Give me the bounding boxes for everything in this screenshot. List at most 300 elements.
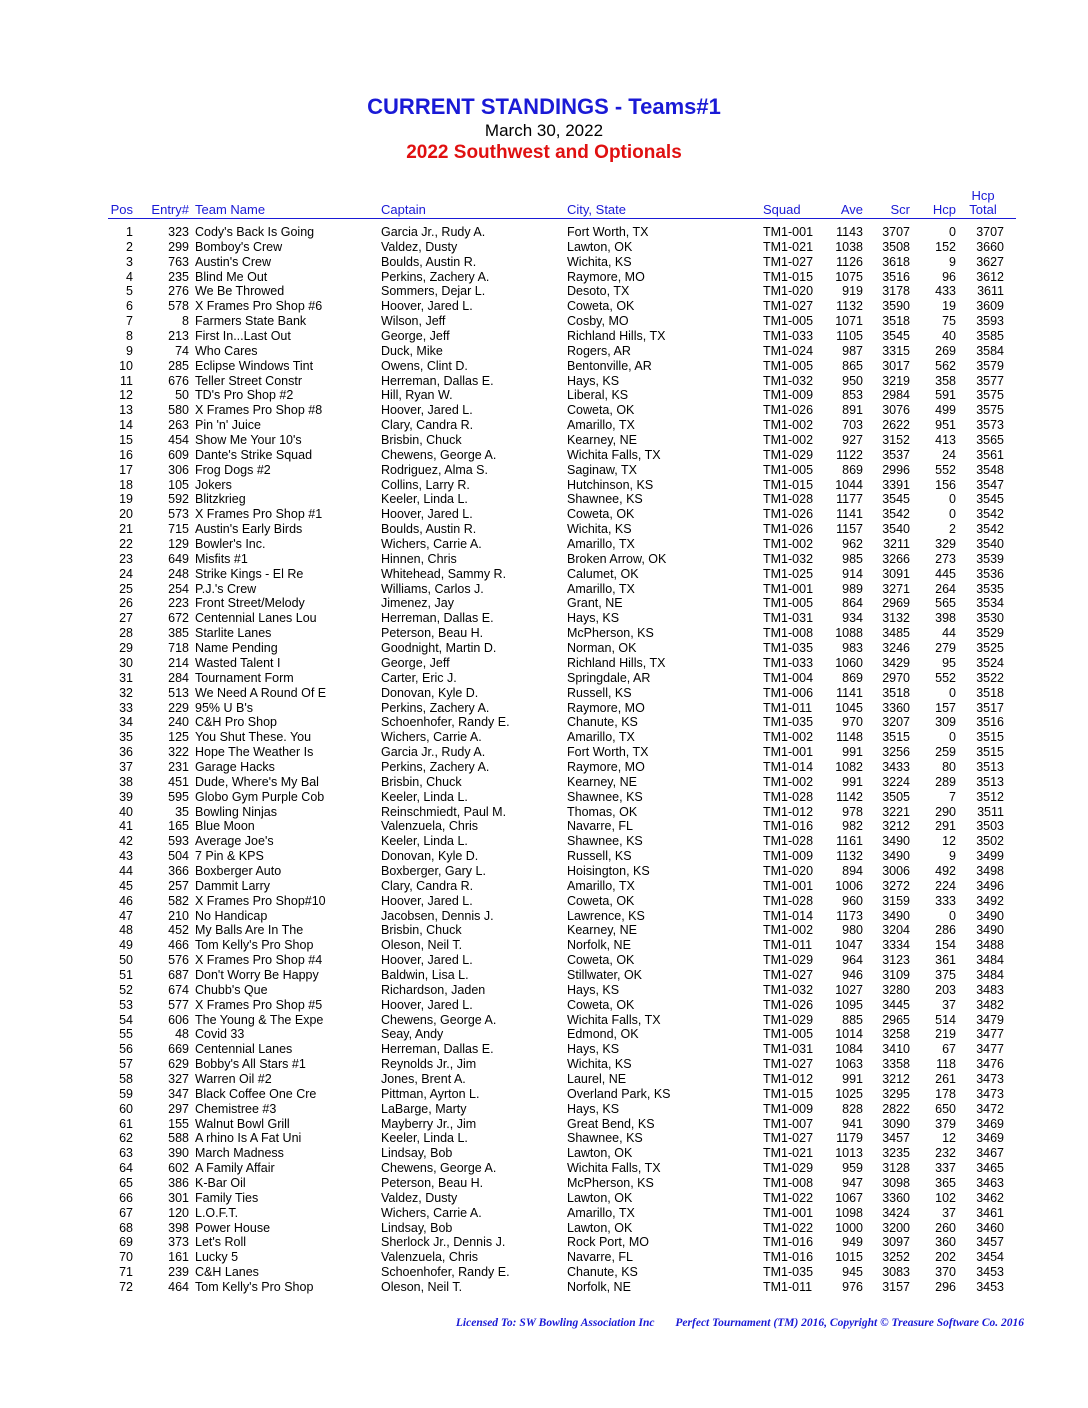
table-row xyxy=(0,715,1088,730)
cell-scr: 3537 xyxy=(882,447,910,462)
cell-entry: 629 xyxy=(168,1057,189,1072)
cell-ave: 885 xyxy=(842,1012,863,1027)
cell-city-state: Shawnee, KS xyxy=(567,789,643,804)
cell-city-state: Great Bend, KS xyxy=(567,1116,655,1131)
table-row xyxy=(0,492,1088,507)
cell-captain: Perkins, Zachery A. xyxy=(381,700,490,715)
cell-pos: 2 xyxy=(126,239,133,254)
cell-team-name: Centennial Lanes xyxy=(195,1042,293,1057)
cell-scr: 3518 xyxy=(882,685,910,700)
cell-entry: 214 xyxy=(168,655,189,670)
cell-hcp-total: 3579 xyxy=(976,358,1004,373)
table-row xyxy=(0,983,1088,998)
table-row xyxy=(0,344,1088,359)
cell-ave: 1045 xyxy=(835,700,863,715)
cell-city-state: McPherson, KS xyxy=(567,1176,654,1190)
cell-pos: 67 xyxy=(119,1205,133,1220)
cell-hcp: 264 xyxy=(935,581,956,596)
cell-squad: TM1-002 xyxy=(763,774,814,789)
cell-team-name: Bobby's All Stars #1 xyxy=(195,1057,306,1072)
cell-ave: 1067 xyxy=(835,1190,863,1205)
cell-hcp: 40 xyxy=(942,329,956,344)
cell-scr: 3505 xyxy=(882,789,910,804)
cell-captain: Jacobsen, Dennis J. xyxy=(381,908,494,923)
cell-pos: 31 xyxy=(119,670,133,685)
cell-ave: 865 xyxy=(842,358,863,373)
cell-pos: 30 xyxy=(119,655,133,670)
cell-team-name: My Balls Are In The xyxy=(195,923,304,938)
cell-scr: 3266 xyxy=(882,551,910,566)
cell-hcp: 445 xyxy=(935,566,956,581)
cell-captain: Oleson, Neil T. xyxy=(381,938,463,953)
cell-entry: 763 xyxy=(168,254,189,269)
cell-hcp: 375 xyxy=(935,967,956,982)
cell-city-state: Amarillo, TX xyxy=(567,1205,635,1220)
table-row xyxy=(0,938,1088,953)
cell-hcp-total: 3511 xyxy=(977,804,1004,819)
cell-team-name: Dammit Larry xyxy=(195,878,271,893)
cell-city-state: Coweta, OK xyxy=(567,997,635,1012)
cell-city-state: Coweta, OK xyxy=(567,953,635,968)
cell-entry: 35 xyxy=(175,804,189,819)
table-row xyxy=(0,1072,1088,1087)
cell-pos: 57 xyxy=(119,1057,133,1072)
cell-city-state: Raymore, MO xyxy=(567,700,645,715)
cell-team-name: Farmers State Bank xyxy=(195,314,307,329)
cell-captain: Sommers, Dejar L. xyxy=(381,284,486,299)
table-row xyxy=(0,478,1088,493)
cell-squad: TM1-027 xyxy=(763,254,814,269)
cell-entry: 323 xyxy=(168,225,189,239)
cell-entry: 223 xyxy=(168,596,189,611)
cell-city-state: Lawton, OK xyxy=(567,1190,633,1205)
cell-hcp-total: 3482 xyxy=(976,997,1004,1012)
table-row xyxy=(0,359,1088,374)
cell-scr: 3391 xyxy=(882,477,910,492)
cell-ave: 891 xyxy=(842,403,863,418)
cell-hcp-total: 3490 xyxy=(976,923,1004,938)
cell-team-name: First In...Last Out xyxy=(195,329,291,344)
cell-entry: 125 xyxy=(168,730,189,745)
cell-scr: 3490 xyxy=(882,834,910,849)
table-row xyxy=(0,314,1088,329)
cell-entry: 582 xyxy=(168,893,189,908)
cell-captain: Hoover, Jared L. xyxy=(381,507,473,522)
cell-squad: TM1-016 xyxy=(763,819,814,834)
cell-squad: TM1-024 xyxy=(763,343,814,358)
cell-captain: Peterson, Beau H. xyxy=(381,1176,484,1190)
cell-captain: Perkins, Zachery A. xyxy=(381,269,490,284)
cell-hcp-total: 3484 xyxy=(976,967,1004,982)
cell-city-state: Rock Port, MO xyxy=(567,1235,649,1250)
cell-ave: 1027 xyxy=(835,982,863,997)
cell-pos: 34 xyxy=(119,715,133,730)
cell-scr: 3200 xyxy=(882,1220,910,1235)
cell-hcp-total: 3540 xyxy=(976,537,1004,552)
cell-hcp: 259 xyxy=(935,745,956,760)
cell-entry: 464 xyxy=(168,1280,189,1295)
cell-scr: 2984 xyxy=(882,388,910,403)
cell-captain: Wichers, Carrie A. xyxy=(381,730,482,745)
cell-team-name: Power House xyxy=(195,1220,271,1235)
cell-pos: 10 xyxy=(119,358,133,373)
cell-hcp: 19 xyxy=(942,299,956,314)
cell-city-state: Fort Worth, TX xyxy=(567,225,649,239)
cell-squad: TM1-012 xyxy=(763,804,814,819)
cell-scr: 3490 xyxy=(882,849,910,864)
cell-entry: 285 xyxy=(168,358,189,373)
cell-team-name: Don't Worry Be Happy xyxy=(195,967,319,982)
cell-ave: 1095 xyxy=(835,997,863,1012)
cell-hcp: 12 xyxy=(942,1131,956,1146)
cell-team-name: Walnut Bowl Grill xyxy=(195,1116,290,1131)
cell-ave: 1179 xyxy=(836,1131,863,1146)
cell-squad: TM1-021 xyxy=(763,1146,814,1161)
cell-city-state: Coweta, OK xyxy=(567,893,635,908)
cell-hcp: 2 xyxy=(949,522,956,537)
cell-hcp-total: 3503 xyxy=(976,819,1004,834)
cell-ave: 1044 xyxy=(835,477,863,492)
cell-squad: TM1-033 xyxy=(763,329,814,344)
cell-hcp-total: 3490 xyxy=(976,908,1004,923)
cell-captain: Hill, Ryan W. xyxy=(381,388,453,403)
col-total-header-bottom: Total xyxy=(969,202,997,217)
cell-hcp-total: 3463 xyxy=(976,1176,1004,1190)
cell-captain: Lindsay, Bob xyxy=(381,1220,453,1235)
cell-captain: Herreman, Dallas E. xyxy=(381,1042,494,1057)
cell-captain: Keeler, Linda L. xyxy=(381,492,468,507)
cell-captain: Hoover, Jared L. xyxy=(381,953,473,968)
table-row xyxy=(0,879,1088,894)
cell-pos: 46 xyxy=(119,893,133,908)
cell-ave: 991 xyxy=(842,745,863,760)
cell-captain: Sherlock Jr., Dennis J. xyxy=(381,1235,506,1250)
cell-squad: TM1-009 xyxy=(763,849,814,864)
cell-hcp-total: 3498 xyxy=(976,863,1004,878)
cell-team-name: Dude, Where's My Bal xyxy=(195,774,319,789)
cell-hcp-total: 3517 xyxy=(976,700,1004,715)
cell-scr: 3280 xyxy=(882,982,910,997)
cell-hcp: 360 xyxy=(935,1235,956,1250)
cell-team-name: Let's Roll xyxy=(195,1235,247,1250)
cell-ave: 1013 xyxy=(835,1146,863,1161)
cell-entry: 576 xyxy=(168,953,189,968)
cell-hcp-total: 3513 xyxy=(976,759,1004,774)
cell-hcp-total: 3516 xyxy=(976,715,1004,730)
cell-city-state: Amarillo, TX xyxy=(567,581,635,596)
cell-scr: 3211 xyxy=(883,537,910,552)
cell-hcp-total: 3584 xyxy=(976,343,1004,358)
cell-hcp-total: 3611 xyxy=(977,284,1004,299)
cell-ave: 962 xyxy=(842,537,863,552)
cell-pos: 65 xyxy=(119,1176,133,1190)
cell-scr: 3424 xyxy=(882,1205,910,1220)
cell-scr: 3252 xyxy=(882,1250,910,1265)
cell-hcp: 309 xyxy=(935,715,956,730)
cell-hcp-total: 3473 xyxy=(976,1071,1004,1086)
cell-scr: 3707 xyxy=(882,225,910,239)
cell-squad: TM1-031 xyxy=(763,611,814,626)
table-row xyxy=(0,255,1088,270)
cell-captain: Reinschmiedt, Paul M. xyxy=(381,804,507,819)
cell-squad: TM1-008 xyxy=(763,626,814,641)
cell-team-name: You Shut These. You xyxy=(195,730,312,745)
cell-entry: 718 xyxy=(168,641,189,656)
cell-team-name: Bomboy's Crew xyxy=(195,239,283,254)
cell-ave: 1084 xyxy=(835,1042,863,1057)
table-row xyxy=(0,864,1088,879)
cell-scr: 3545 xyxy=(882,492,910,507)
table-row xyxy=(0,760,1088,775)
cell-city-state: Hays, KS xyxy=(567,611,620,626)
cell-city-state: Hoisington, KS xyxy=(567,863,650,878)
cell-city-state: Wichita Falls, TX xyxy=(567,1161,661,1176)
cell-city-state: Coweta, OK xyxy=(567,299,635,314)
cell-scr: 3542 xyxy=(882,507,910,522)
cell-hcp-total: 3492 xyxy=(976,893,1004,908)
cell-hcp-total: 3707 xyxy=(976,225,1004,239)
cell-hcp-total: 3483 xyxy=(976,982,1004,997)
cell-captain: Boxberger, Gary L. xyxy=(381,863,486,878)
cell-ave: 1063 xyxy=(835,1057,863,1072)
cell-hcp: 0 xyxy=(949,730,956,745)
cell-captain: Owens, Clint D. xyxy=(381,358,468,373)
cell-pos: 52 xyxy=(119,982,133,997)
cell-squad: TM1-027 xyxy=(763,1057,814,1072)
cell-captain: Jimenez, Jay xyxy=(381,596,454,611)
table-row xyxy=(0,240,1088,255)
cell-pos: 18 xyxy=(119,477,133,492)
cell-ave: 1082 xyxy=(835,759,863,774)
table-row xyxy=(0,1013,1088,1028)
cell-captain: Herreman, Dallas E. xyxy=(381,373,494,388)
cell-team-name: Misfits #1 xyxy=(195,551,248,566)
cell-hcp: 178 xyxy=(935,1086,956,1101)
cell-squad: TM1-022 xyxy=(763,1220,814,1235)
cell-pos: 22 xyxy=(119,537,133,552)
cell-hcp-total: 3461 xyxy=(976,1205,1004,1220)
cell-hcp-total: 3502 xyxy=(976,834,1004,849)
table-row xyxy=(0,1176,1088,1191)
cell-entry: 674 xyxy=(168,982,189,997)
cell-ave: 1025 xyxy=(835,1086,863,1101)
cell-ave: 960 xyxy=(842,893,863,908)
cell-captain: Schoenhofer, Randy E. xyxy=(381,1265,510,1280)
cell-city-state: Norman, OK xyxy=(567,641,637,656)
cell-entry: 299 xyxy=(168,239,189,254)
cell-captain: Schoenhofer, Randy E. xyxy=(381,715,510,730)
cell-team-name: March Madness xyxy=(195,1146,284,1161)
cell-scr: 3212 xyxy=(882,1071,910,1086)
cell-city-state: Liberal, KS xyxy=(567,388,629,403)
cell-squad: TM1-002 xyxy=(763,433,814,448)
cell-ave: 987 xyxy=(842,343,863,358)
cell-ave: 1132 xyxy=(836,299,863,314)
cell-pos: 24 xyxy=(119,566,133,581)
cell-hcp: 0 xyxy=(949,908,956,923)
table-row xyxy=(0,403,1088,418)
cell-city-state: Fort Worth, TX xyxy=(567,745,649,760)
cell-hcp: 562 xyxy=(935,358,956,373)
cell-team-name: Tom Kelly's Pro Shop xyxy=(195,1280,314,1295)
cell-team-name: 95% U B's xyxy=(195,700,253,715)
cell-hcp: 591 xyxy=(935,388,956,403)
cell-city-state: Wichita Falls, TX xyxy=(567,447,661,462)
cell-hcp-total: 3453 xyxy=(976,1280,1004,1295)
cell-hcp: 290 xyxy=(935,804,956,819)
cell-hcp: 0 xyxy=(949,492,956,507)
cell-squad: TM1-035 xyxy=(763,1265,814,1280)
cell-team-name: Bowling Ninjas xyxy=(195,804,277,819)
cell-ave: 1157 xyxy=(836,522,863,537)
cell-hcp-total: 3627 xyxy=(976,254,1004,269)
cell-team-name: Average Joe's xyxy=(195,834,274,849)
cell-captain: LaBarge, Marty xyxy=(381,1101,467,1116)
cell-captain: Boulds, Austin R. xyxy=(381,522,477,537)
cell-entry: 284 xyxy=(168,670,189,685)
cell-pos: 14 xyxy=(119,418,133,433)
cell-captain: Mayberry Jr., Jim xyxy=(381,1116,477,1131)
cell-hcp-total: 3454 xyxy=(976,1250,1004,1265)
cell-scr: 2965 xyxy=(882,1012,910,1027)
cell-hcp-total: 3565 xyxy=(976,433,1004,448)
cell-team-name: Austin's Crew xyxy=(195,254,272,269)
cell-squad: TM1-006 xyxy=(763,685,814,700)
cell-captain: Brisbin, Chuck xyxy=(381,774,462,789)
cell-hcp: 379 xyxy=(935,1116,956,1131)
cell-ave: 914 xyxy=(842,566,863,581)
cell-entry: 649 xyxy=(168,551,189,566)
cell-city-state: Hays, KS xyxy=(567,982,620,997)
cell-team-name: Garage Hacks xyxy=(195,759,275,774)
cell-squad: TM1-021 xyxy=(763,239,814,254)
cell-hcp: 67 xyxy=(942,1042,956,1057)
cell-hcp: 333 xyxy=(935,893,956,908)
cell-pos: 29 xyxy=(119,641,133,656)
cell-hcp: 24 xyxy=(942,447,956,462)
cell-city-state: Cosby, MO xyxy=(567,314,629,329)
cell-team-name: Eclipse Windows Tint xyxy=(195,358,314,373)
cell-hcp: 44 xyxy=(942,626,956,641)
cell-entry: 595 xyxy=(168,789,189,804)
cell-squad: TM1-032 xyxy=(763,982,814,997)
cell-hcp: 552 xyxy=(935,670,956,685)
cell-pos: 11 xyxy=(120,373,133,388)
cell-team-name: Strike Kings - El Re xyxy=(195,566,304,581)
cell-scr: 3204 xyxy=(882,923,910,938)
col-scr-header: Scr xyxy=(890,202,910,217)
cell-ave: 828 xyxy=(842,1101,863,1116)
cell-team-name: A rhino Is A Fat Uni xyxy=(195,1131,302,1146)
cell-captain: Whitehead, Sammy R. xyxy=(381,566,507,581)
cell-pos: 58 xyxy=(119,1071,133,1086)
cell-hcp-total: 3460 xyxy=(976,1220,1004,1235)
cell-hcp: 361 xyxy=(935,953,956,968)
cell-ave: 991 xyxy=(842,1071,863,1086)
cell-hcp-total: 3548 xyxy=(976,462,1004,477)
table-row xyxy=(0,656,1088,671)
license-text: Licensed To: SW Bowling Association Inc xyxy=(455,1317,655,1329)
cell-squad: TM1-005 xyxy=(763,462,814,477)
cell-pos: 40 xyxy=(119,804,133,819)
cell-team-name: Family Ties xyxy=(195,1190,259,1205)
cell-team-name: Starlite Lanes xyxy=(195,626,272,641)
cell-pos: 54 xyxy=(119,1012,133,1027)
table-row xyxy=(0,894,1088,909)
cell-city-state: Rogers, AR xyxy=(567,343,631,358)
cell-pos: 69 xyxy=(119,1235,133,1250)
cell-ave: 982 xyxy=(842,819,863,834)
cell-city-state: Amarillo, TX xyxy=(567,537,635,552)
cell-pos: 19 xyxy=(119,492,133,507)
cell-hcp-total: 3484 xyxy=(976,953,1004,968)
table-row xyxy=(0,923,1088,938)
cell-hcp-total: 3561 xyxy=(976,447,1004,462)
cell-squad: TM1-020 xyxy=(763,863,814,878)
table-row xyxy=(0,567,1088,582)
cell-city-state: Shawnee, KS xyxy=(567,492,643,507)
cell-hcp-total: 3499 xyxy=(976,849,1004,864)
cell-scr: 3518 xyxy=(882,314,910,329)
cell-city-state: Chanute, KS xyxy=(567,1265,638,1280)
cell-team-name: L.O.F.T. xyxy=(195,1205,239,1220)
cell-entry: 366 xyxy=(168,863,189,878)
cell-city-state: Raymore, MO xyxy=(567,759,645,774)
cell-ave: 1105 xyxy=(836,329,863,344)
table-header xyxy=(0,188,1088,220)
cell-city-state: Coweta, OK xyxy=(567,507,635,522)
cell-team-name: Hope The Weather Is xyxy=(195,745,314,760)
cell-pos: 41 xyxy=(119,819,133,834)
table-row xyxy=(0,596,1088,611)
report-date: March 30, 2022 xyxy=(484,121,604,140)
cell-scr: 3006 xyxy=(882,863,910,878)
cell-city-state: Richland Hills, TX xyxy=(567,655,666,670)
col-entry-header: Entry# xyxy=(151,202,189,217)
cell-hcp-total: 3530 xyxy=(976,611,1004,626)
cell-pos: 70 xyxy=(119,1250,133,1265)
cell-pos: 25 xyxy=(119,581,133,596)
cell-pos: 13 xyxy=(119,403,133,418)
cell-squad: TM1-009 xyxy=(763,1101,814,1116)
cell-team-name: X Frames Pro Shop #1 xyxy=(195,507,323,522)
cell-squad: TM1-025 xyxy=(763,566,814,581)
cell-hcp-total: 3469 xyxy=(976,1131,1004,1146)
cell-hcp: 0 xyxy=(949,507,956,522)
col-captain-header: Captain xyxy=(381,203,426,217)
cell-entry: 231 xyxy=(168,759,189,774)
cell-captain: Hoover, Jared L. xyxy=(381,997,473,1012)
cell-city-state: Hays, KS xyxy=(567,373,620,388)
cell-team-name: The Young & The Expe xyxy=(195,1012,324,1027)
cell-hcp-total: 3457 xyxy=(976,1235,1004,1250)
cell-city-state: Hays, KS xyxy=(567,1042,620,1057)
table-row xyxy=(0,611,1088,626)
cell-captain: Rodriguez, Alma S. xyxy=(381,462,488,477)
cell-hcp: 203 xyxy=(935,982,956,997)
cell-hcp-total: 3524 xyxy=(976,655,1004,670)
cell-ave: 941 xyxy=(842,1116,863,1131)
cell-ave: 1047 xyxy=(835,938,863,953)
cell-hcp: 154 xyxy=(935,938,956,953)
cell-captain: Garcia Jr., Rudy A. xyxy=(381,745,486,760)
table-row xyxy=(0,1102,1088,1117)
table-row xyxy=(0,329,1088,344)
cell-scr: 3272 xyxy=(882,878,910,893)
cell-ave: 919 xyxy=(842,284,863,299)
cell-team-name: Centennial Lanes Lou xyxy=(195,611,317,626)
cell-scr: 3360 xyxy=(882,700,910,715)
